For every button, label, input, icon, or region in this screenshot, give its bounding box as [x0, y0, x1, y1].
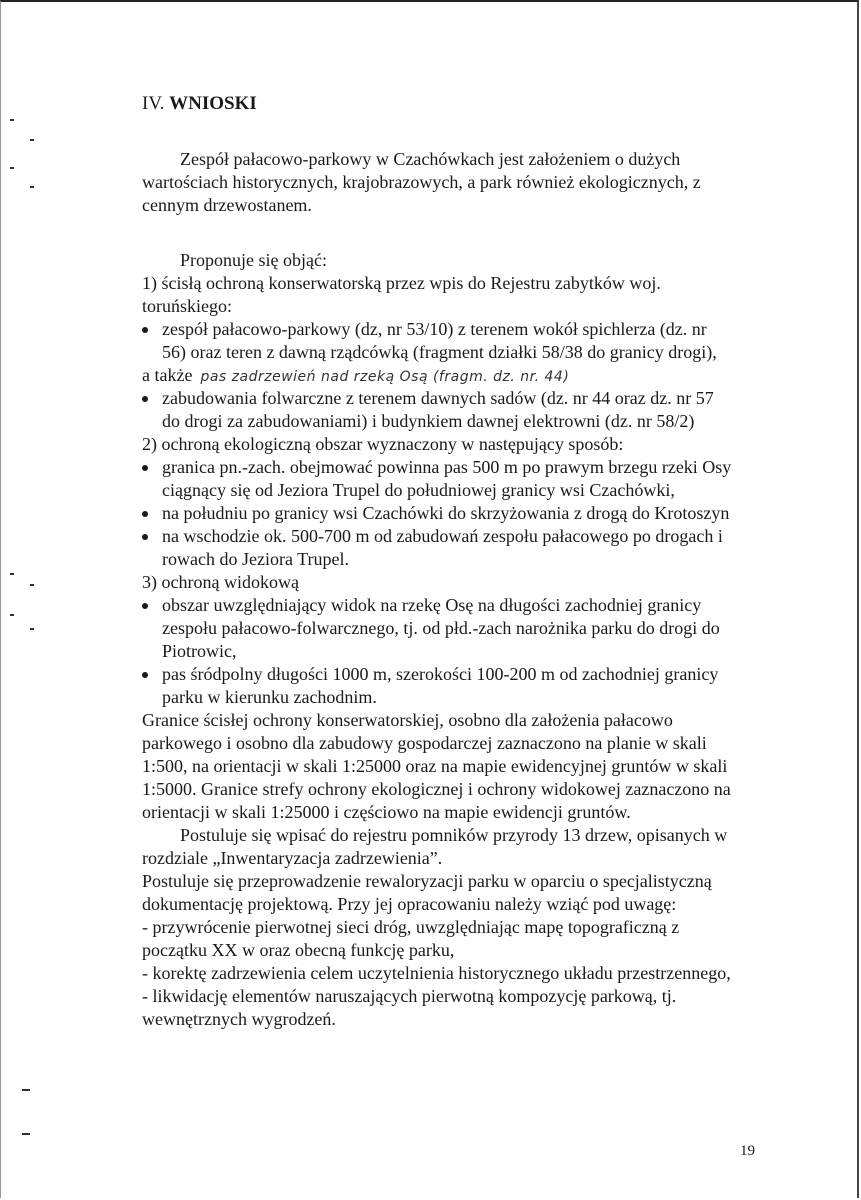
trees-paragraph	[142, 824, 782, 870]
scan-mark	[30, 628, 34, 630]
text-line: - korektę zadrzewienia celem uczytelnienia historycznego układu przestrzennego,	[142, 963, 731, 983]
text-line: cennym drzewostanem.	[142, 195, 312, 215]
text-line: do drogi za zabudowaniami) i budynkiem dawnej elektrowni (dz. nr 58/2)	[162, 411, 695, 431]
text-line: początku XX w oraz obecną funkcję parku,	[142, 940, 455, 960]
text-line: - przywrócenie pierwotnej sieci dróg, uwzględniając mapę topograficzną z	[142, 917, 680, 937]
list-item: na wschodzie ok. 500-700 m od zabudowań zespołu pałacowego po drogach i	[142, 525, 782, 548]
page-number: 19	[740, 1143, 755, 1159]
text-line: Postuluje się przeprowadzenie rewaloryzacji parku w oparciu o specjalistyczną	[142, 871, 712, 891]
text-line: zespołu pałacowo-folwarcznego, tj. od płd.-zach narożnika parku do drogi do	[162, 618, 720, 638]
scan-mark	[10, 119, 14, 121]
text-line: wewnętrznych wygrodzeń.	[142, 1009, 336, 1029]
bullet-icon	[142, 511, 148, 517]
scan-mark	[10, 573, 14, 575]
text-line: Zespół pałacowo-parkowy w Czachówkach jest założeniem o dużych	[180, 149, 681, 169]
handwritten-note: pas zadrzewień nad rzeką Osą (fragm. dz. nr. 44)	[200, 369, 570, 385]
revaluation-paragraph	[142, 870, 782, 1031]
text-line: 3) ochroną widokową	[142, 572, 299, 592]
boundaries-paragraph	[142, 709, 782, 824]
proposal-section	[142, 249, 782, 709]
proposal-lead: Proponuje się objąć:	[180, 250, 327, 270]
scan-mark	[10, 614, 14, 616]
text-line: 1:500, na orientacji w skali 1:25000 oraz na mapie ewidencyjnej gruntów w skali	[142, 756, 728, 776]
list-item: zabudowania folwarczne z terenem dawnych sadów (dz. nr 44 oraz dz. nr 57	[142, 387, 782, 410]
handwritten-line	[142, 364, 782, 387]
text-line: ciągnący się od Jeziora Trupel do południowej granicy wsi Czachówki,	[162, 480, 675, 500]
text-line: wartościach historycznych, krajobrazowych, a park również ekologicznych, z	[142, 172, 701, 192]
section-heading	[142, 92, 782, 115]
section-number: IV.	[142, 93, 165, 114]
text-line: parku w kierunku zachodnim.	[162, 687, 377, 707]
scan-mark	[30, 584, 34, 586]
scan-mark	[30, 186, 34, 188]
scan-mark	[30, 139, 34, 141]
list-item: na południu po granicy wsi Czachówki do skrzyżowania z drogą do Krotoszyn	[142, 502, 782, 525]
text-line: parkowego i osobno dla zabudowy gospodarczej zaznaczono na planie w skali	[142, 733, 707, 753]
list-item: zespół pałacowo-parkowy (dz, nr 53/10) z terenem wokół spichlerza (dz. nr	[142, 318, 782, 341]
text-line: - likwidację elementów naruszających pierwotną kompozycję parkową, tj.	[142, 986, 677, 1006]
list-item: granica pn.-zach. obejmować powinna pas 500 m po prawym brzegu rzeki Osy	[142, 456, 782, 479]
bullet-icon	[142, 603, 148, 609]
scan-mark	[10, 167, 14, 169]
text-line: 1) ścisłą ochroną konserwatorską przez wpis do Rejestru zabytków woj.	[142, 273, 661, 293]
section-title: WNIOSKI	[169, 93, 257, 114]
scan-mark	[22, 1133, 30, 1135]
bullet-icon	[142, 672, 148, 678]
bullet-icon	[142, 327, 148, 333]
also-label: a także	[142, 365, 193, 385]
text-line: 1:5000. Granice strefy ochrony ekologicznej i ochrony widokowej zaznaczono na	[142, 779, 731, 799]
text-line: rozdziale „Inwentaryzacja zadrzewienia”.	[142, 848, 443, 868]
scan-mark	[22, 1089, 30, 1091]
text-line: Piotrowic,	[162, 641, 237, 661]
intro-paragraph	[142, 148, 782, 217]
text-line: 2) ochroną ekologiczną obszar wyznaczony w następujący sposób:	[142, 434, 624, 454]
list-item: obszar uwzględniający widok na rzekę Osę na długości zachodniej granicy	[142, 594, 782, 617]
bullet-icon	[142, 396, 148, 402]
text-line: toruńskiego:	[142, 296, 232, 316]
text-line: Postuluje się wpisać do rejestru pomników przyrody 13 drzew, opisanych w	[180, 825, 728, 845]
text-line: rowach do Jeziora Trupel.	[162, 549, 349, 569]
list-item: pas śródpolny długości 1000 m, szerokości 100-200 m od zachodniej granicy	[142, 663, 782, 686]
text-line: orientacji w skali 1:25000 i częściowo na mapie ewidencji gruntów.	[142, 802, 631, 822]
bullet-icon	[142, 534, 148, 540]
text-line: 56) oraz teren z dawną rządcówką (fragment działki 58/38 do granicy drogi),	[162, 342, 717, 362]
bullet-icon	[142, 465, 148, 471]
text-line: Granice ścisłej ochrony konserwatorskiej, osobno dla założenia pałacowo	[142, 710, 673, 730]
text-line: dokumentację projektową. Przy jej opracowaniu należy wziąć pod uwagę:	[142, 894, 677, 914]
document-page	[142, 92, 782, 1031]
